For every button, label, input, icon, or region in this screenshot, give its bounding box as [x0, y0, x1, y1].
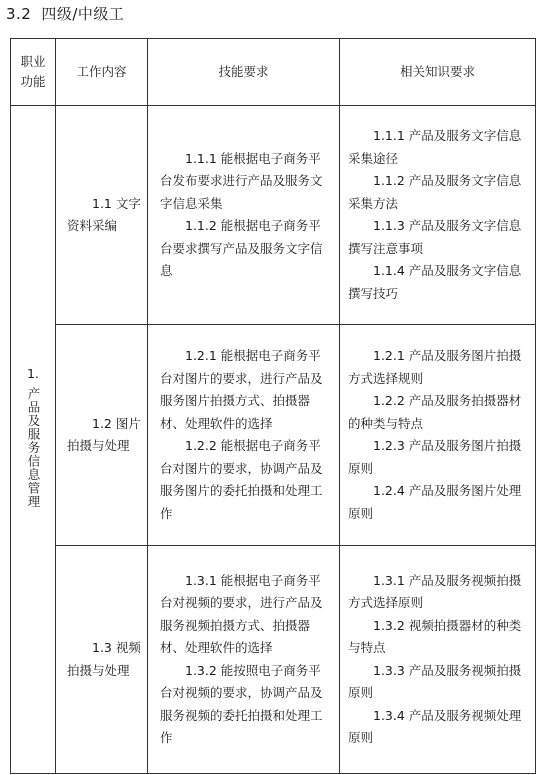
- table-row: [11, 325, 536, 546]
- header-row: [11, 39, 536, 106]
- skill-item: 1.1.2 能根据电子商务平台要求撰写产品及服务文字信息: [160, 218, 323, 278]
- function-cell: [11, 106, 56, 774]
- skills-cell: [148, 325, 340, 546]
- skill-item: 1.3.1 能根据电子商务平台对视频的要求，进行产品及服务视频拍摄方式、拍摄器材、处理软件的选择: [160, 572, 323, 655]
- knowledge-item: 1.2.3 产品及服务图片拍摄原则: [348, 438, 522, 476]
- header-skills: 技能要求: [148, 39, 340, 106]
- knowledge-item: 1.3.2 视频拍摄器材的种类与特点: [348, 617, 522, 655]
- content-line: 1.2 图片: [92, 415, 141, 431]
- knowledge-cell: [340, 106, 536, 325]
- section-title: 四级/中级工: [41, 5, 125, 23]
- knowledge-item: 1.3.1 产品及服务视频拍摄方式选择原则: [348, 572, 522, 610]
- content-line: 1.1 文字: [92, 195, 141, 211]
- knowledge-item: 1.2.1 产品及服务图片拍摄方式选择规则: [348, 348, 522, 386]
- knowledge-cell: [340, 325, 536, 546]
- content-line: 拍摄与处理: [67, 662, 130, 678]
- content-cell: [56, 325, 148, 546]
- skills-cell: [148, 106, 340, 325]
- skill-item: 1.3.2 能按照电子商务平台对视频的要求，协调产品及服务视频的委托拍摄和处理工作: [160, 662, 323, 745]
- skill-item: 1.1.1 能根据电子商务平台发布要求进行产品及服务文字信息采集: [160, 150, 323, 211]
- function-number: 1.: [27, 365, 39, 381]
- skills-cell: [148, 546, 340, 774]
- header-content: 工作内容: [56, 39, 148, 106]
- knowledge-item: 1.2.2 产品及服务拍摄器材的种类与特点: [348, 393, 522, 431]
- content-line: 1.3 视频: [92, 640, 141, 655]
- knowledge-cell: [340, 546, 536, 774]
- content-cell: [56, 546, 148, 774]
- content-line: 拍摄与处理: [67, 438, 130, 453]
- content-line: 资料采编: [67, 218, 118, 233]
- knowledge-item: 1.1.2 产品及服务文字信息采集方法: [348, 173, 522, 211]
- skill-item: 1.2.1 能根据电子商务平台对图片的要求，进行产品及服务图片拍摄方式、拍摄器材、处理软件的选择: [160, 348, 323, 431]
- skill-item: 1.2.2 能根据电子商务平台对图片的要求，协调产品及服务图片的委托拍摄和处理工作: [160, 438, 323, 521]
- header-function: 职业 功能: [11, 39, 56, 106]
- knowledge-item: 1.1.1 产品及服务文字信息采集途径: [348, 128, 522, 166]
- knowledge-item: 1.2.4 产品及服务图片处理原则: [348, 483, 522, 521]
- table-row: [11, 106, 536, 325]
- content-cell: [56, 106, 148, 325]
- table-row: [11, 546, 536, 774]
- knowledge-item: 1.3.3 产品及服务视频拍摄原则: [348, 662, 522, 700]
- knowledge-item: 1.1.4 产品及服务文字信息撰写技巧: [348, 263, 522, 301]
- function-name: 产品及服务信息管理: [26, 387, 41, 509]
- section-number: 3.2: [6, 5, 32, 23]
- knowledge-item: 1.1.3 产品及服务文字信息撰写注意事项: [348, 218, 522, 256]
- section-heading: [6, 3, 124, 24]
- knowledge-item: 1.3.4 产品及服务视频处理原则: [348, 707, 522, 745]
- requirements-table: [10, 38, 536, 774]
- header-knowledge: 相关知识要求: [340, 39, 536, 106]
